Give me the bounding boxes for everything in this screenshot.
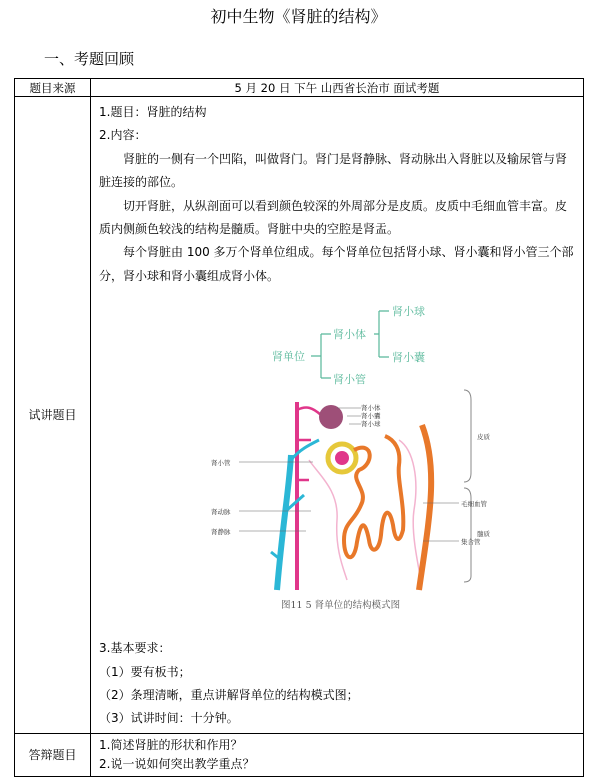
defense-row [15,733,584,776]
tree-leaf-tubule: 肾小管 [333,373,366,387]
tree-branch-mid [374,311,389,357]
glomerulus-ball [319,405,343,429]
question-1: 1.简述肾脏的形状和作用？ [99,737,243,752]
tree-root: 肾单位 [272,350,305,364]
requirement-1: （1）要有板书； [99,664,191,679]
label-artery: 肾动脉 [211,508,231,517]
paragraph-1: 肾脏的一侧有一个凹陷，叫做肾门。肾门是肾静脉、肾动脉出入肾脏以及输尿管与肾脏连接的部位。 [99,151,568,190]
page-title: 初中生物《肾脏的结构》 [210,7,387,26]
collecting-duct [419,425,431,590]
content-label: 2.内容： [99,128,147,143]
defense-content [91,733,584,776]
label-medulla: 髓质 [477,530,490,539]
tree-leaf-glomerulus: 肾小球 [392,305,425,319]
requirement-3: （3）试讲时间：十分钟。 [99,711,239,726]
tree-branch-root [311,334,331,378]
source-value: 5 月 20 日 下午 山西省长治市 面试考题 [91,79,584,97]
label-corpuscle: 肾小体 [361,404,381,413]
lecture-label: 试讲题目 [15,97,91,734]
tree-leaf-capsule: 肾小囊 [392,351,425,365]
lecture-row [15,97,584,734]
label-capsule: 肾小囊 [361,412,381,421]
question-2: 2.说一说如何突出教学重点？ [99,756,255,771]
paragraph-3: 每个肾脏由 100 多万个肾单位组成。每个肾单位包括肾小球、肾小囊和肾小管三个部分，肾小球和肾小囊组成肾小体。 [99,245,574,283]
lecture-content [91,97,584,734]
requirements-label: 3.基本要求： [99,641,171,656]
tree-mid: 肾小体 [333,328,366,342]
nephron-figure [99,290,597,635]
label-collecting: 集合管 [461,538,481,547]
figure-area [99,290,575,635]
source-label: 题目来源 [15,79,91,97]
requirement-2: （2）条理清晰，重点讲解肾单位的结构模式图； [99,688,359,703]
defense-label: 答辩题目 [15,733,91,776]
label-capillary: 毛细血管 [461,500,487,509]
section-heading: 一、考题回顾 [44,50,135,68]
exam-table [14,78,584,777]
label-vein: 肾静脉 [211,528,231,537]
lecture-topic: 1.题目：肾脏的结构 [99,105,207,119]
figure-caption: 图11 5 肾单位的结构模式图 [281,600,401,612]
label-glomerulus: 肾小球 [361,420,381,429]
label-tubule: 肾小管 [211,459,231,468]
paragraph-2: 切开肾脏，从纵剖面可以看到颜色较深的外周部分是皮质。皮质中毛细血管丰富。皮质内侧颜色较浅的结构是髓质。肾脏中央的空腔是肾盂。 [99,198,568,237]
label-cortex: 皮质 [477,433,490,442]
concept-tree [311,311,389,378]
source-row [15,79,584,97]
nephron-illustration [239,390,471,590]
